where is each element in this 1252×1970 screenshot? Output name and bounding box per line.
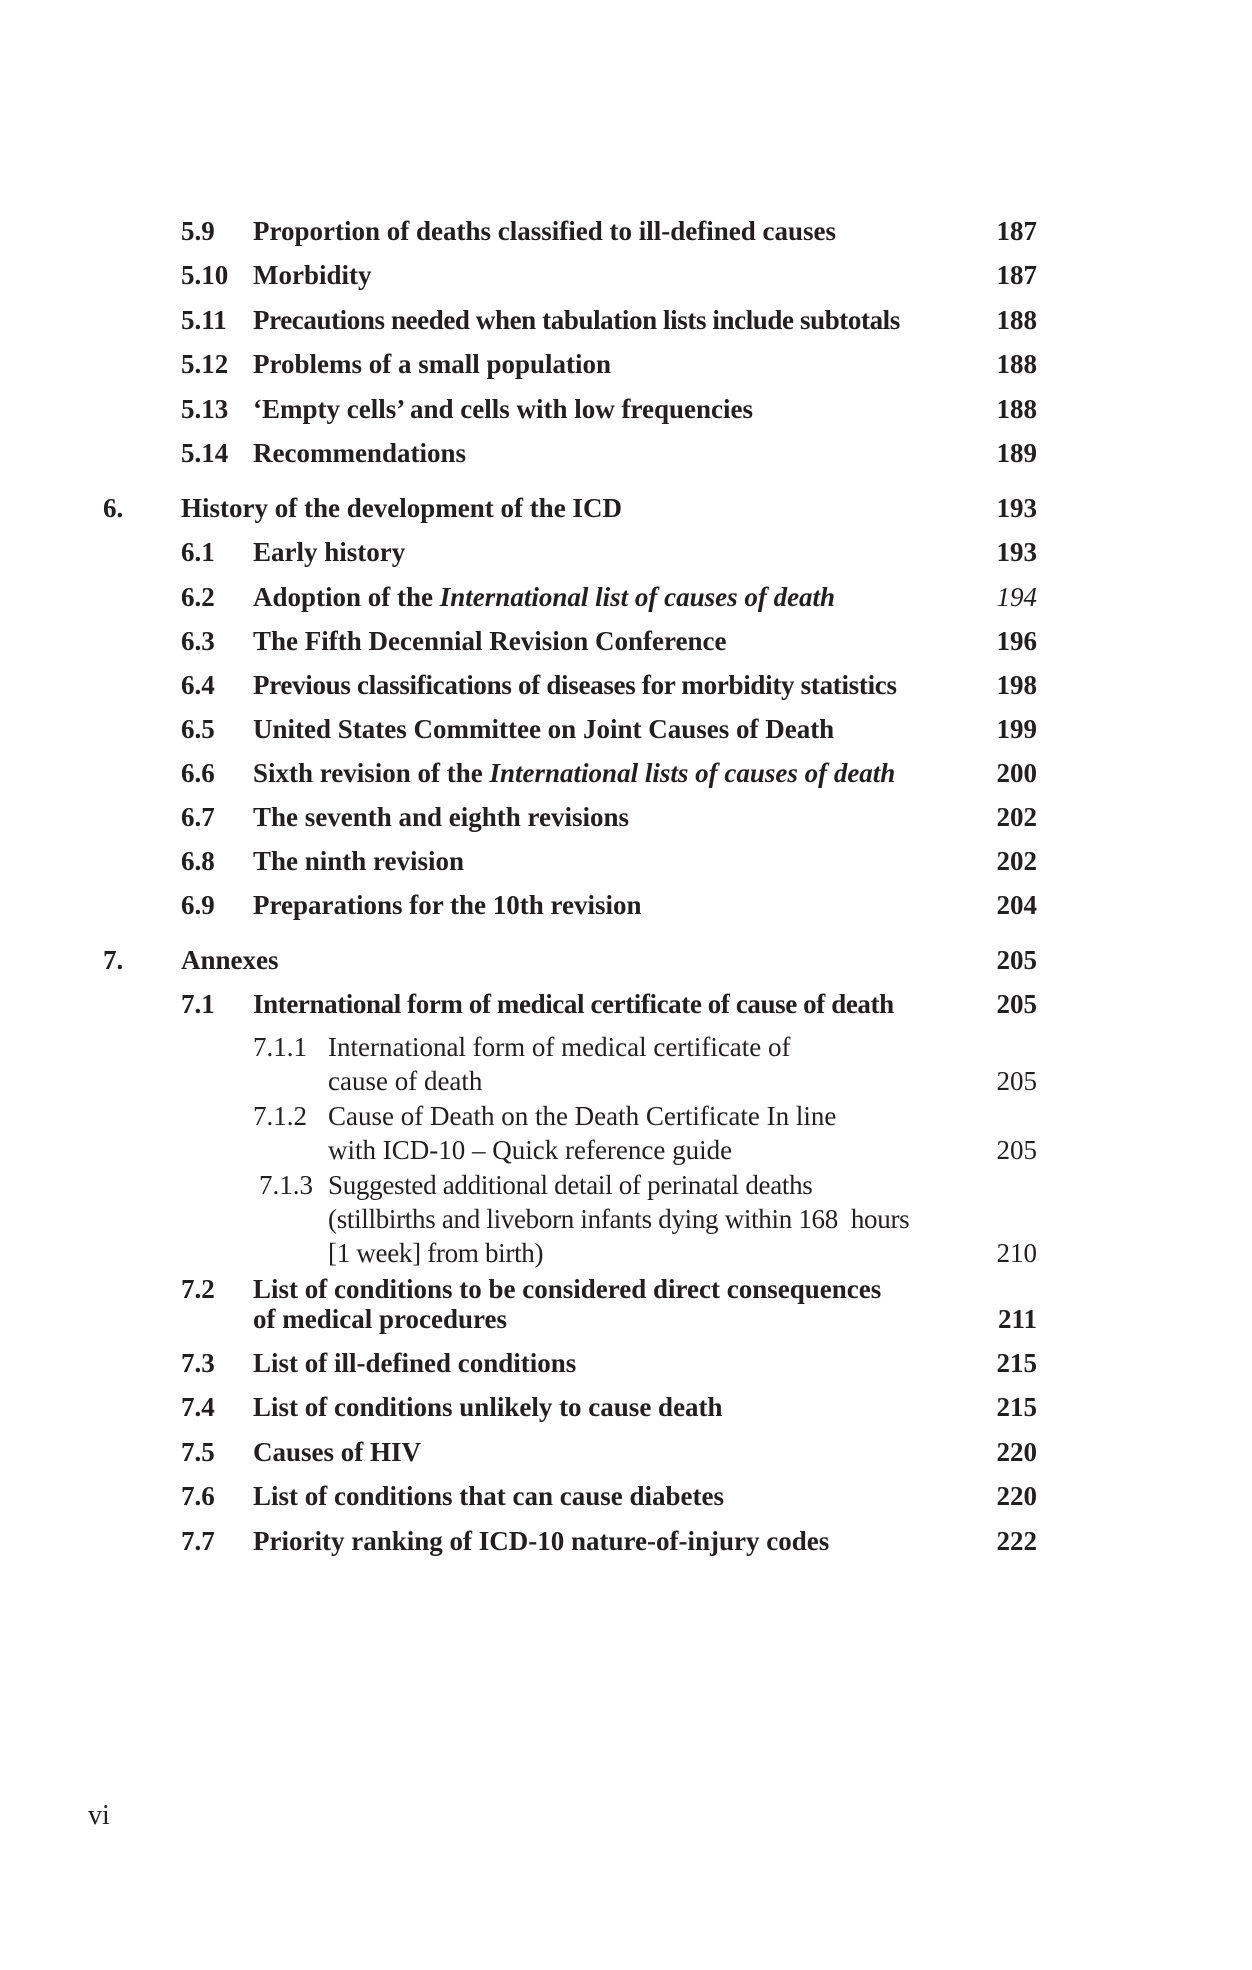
entry-page: 205	[996, 989, 1037, 1019]
chapter-title: History of the development of the ICD	[181, 493, 622, 523]
entry-page: 211	[997, 1304, 1037, 1334]
entry-page: 200	[996, 758, 1037, 788]
entry-page: 193	[996, 537, 1037, 567]
entry-title: ‘Empty cells’ and cells with low frequencies	[253, 394, 753, 424]
chapter-number: 6.	[103, 493, 124, 523]
entry-page: 187	[996, 260, 1037, 290]
entry-page: 205	[996, 1066, 1037, 1096]
entry-title	[253, 1274, 881, 1334]
entry-page: 199	[996, 714, 1037, 744]
entry-number: 5.10	[181, 260, 229, 290]
entry-title-line: of medical procedures	[253, 1304, 507, 1334]
entry-number: 6.9	[181, 890, 215, 920]
entry-number: 7.5	[181, 1437, 215, 1467]
entry-page: 188	[996, 394, 1037, 424]
entry-number: 5.11	[181, 305, 227, 335]
subentry-title	[328, 1099, 836, 1167]
subentry-number: 7.1.3	[259, 1170, 313, 1200]
entry-page: 202	[996, 802, 1037, 832]
entry-number: 5.12	[181, 349, 229, 379]
entry-title: The seventh and eighth revisions	[253, 802, 630, 832]
entry-title: Recommendations	[253, 438, 466, 468]
subentry-title-line: Suggested additional detail of perinatal deaths	[328, 1170, 813, 1200]
entry-title-text: Sixth revision of the	[253, 758, 490, 788]
entry-title: Precautions needed when tabulation lists include subtotals	[253, 305, 900, 335]
entry-title: Previous classifications of diseases for morbidity statistics	[253, 670, 897, 700]
chapter-number: 7.	[103, 945, 124, 975]
entry-title: Problems of a small population	[253, 349, 612, 379]
entry-number: 5.13	[181, 394, 229, 424]
chapter-title: Annexes	[181, 945, 279, 975]
entry-page: 220	[996, 1437, 1037, 1467]
entry-title: Morbidity	[253, 260, 372, 290]
entry-number: 6.1	[181, 537, 215, 567]
subentry-title-line: [1 week] from birth)	[328, 1238, 544, 1268]
entry-page: 188	[996, 305, 1037, 335]
entry-page: 194	[996, 582, 1037, 612]
entry-title-italic: International list of causes of death	[439, 582, 836, 612]
subentry-number: 7.1.1	[253, 1032, 307, 1062]
entry-page: 210	[996, 1238, 1037, 1268]
entry-title: List of conditions that can cause diabetes	[253, 1481, 725, 1511]
entry-page: 193	[996, 493, 1037, 523]
subentry-title	[328, 1168, 909, 1270]
subentry-title-line: (stillbirths and liveborn infants dying within 168 hours	[328, 1204, 910, 1234]
entry-title: Proportion of deaths classified to ill-defined causes	[253, 216, 836, 246]
entry-number: 7.1	[181, 989, 215, 1019]
entry-title: Early history	[253, 537, 406, 567]
entry-page: 215	[996, 1392, 1037, 1422]
entry-number: 6.7	[181, 802, 215, 832]
entry-page: 205	[996, 1135, 1037, 1165]
entry-number: 6.3	[181, 626, 215, 656]
entry-page: 188	[996, 349, 1037, 379]
subentry-title-line: International form of medical certificate of	[328, 1032, 791, 1062]
entry-number: 7.4	[181, 1392, 215, 1422]
subentry-number: 7.1.2	[253, 1101, 307, 1131]
entry-title: List of conditions unlikely to cause death	[253, 1392, 723, 1422]
entry-page: 204	[996, 890, 1037, 920]
subentry-title	[328, 1030, 791, 1098]
entry-title: United States Committee on Joint Causes of Death	[253, 714, 835, 744]
entry-title-text: Adoption of the	[253, 582, 440, 612]
entry-title	[253, 758, 895, 788]
subentry-title-line: with ICD-10 – Quick reference guide	[328, 1135, 733, 1165]
entry-title: List of ill-defined conditions	[253, 1348, 577, 1378]
entry-title: International form of medical certificate of cause of death	[253, 989, 894, 1019]
entry-number: 6.6	[181, 758, 215, 788]
entry-number: 6.5	[181, 714, 215, 744]
entry-number: 7.3	[181, 1348, 215, 1378]
entry-page: 215	[996, 1348, 1037, 1378]
entry-page: 222	[996, 1526, 1037, 1556]
entry-number: 6.4	[181, 670, 215, 700]
entry-page: 198	[996, 670, 1037, 700]
entry-title: Priority ranking of ICD-10 nature-of-injury codes	[253, 1526, 830, 1556]
entry-title: Preparations for the 10th revision	[253, 890, 642, 920]
entry-page: 202	[996, 846, 1037, 876]
entry-title: The Fifth Decennial Revision Conference	[253, 626, 727, 656]
entry-title-italic: International lists of causes of death	[489, 758, 896, 788]
page-number: vi	[88, 1800, 110, 1831]
subentry-title-line: cause of death	[328, 1066, 483, 1096]
entry-page: 196	[996, 626, 1037, 656]
entry-number: 6.2	[181, 582, 215, 612]
entry-page: 220	[996, 1481, 1037, 1511]
entry-number: 6.8	[181, 846, 215, 876]
entry-page: 187	[996, 216, 1037, 246]
entry-title-line: List of conditions to be considered direct consequences	[253, 1274, 882, 1304]
entry-page: 205	[996, 945, 1037, 975]
entry-page: 189	[996, 438, 1037, 468]
entry-number: 5.9	[181, 216, 215, 246]
entry-number: 7.6	[181, 1481, 215, 1511]
entry-title: The ninth revision	[253, 846, 465, 876]
entry-number: 5.14	[181, 438, 229, 468]
subentry-title-line: Cause of Death on the Death Certificate In line	[328, 1101, 837, 1131]
entry-number: 7.2	[181, 1274, 215, 1304]
entry-title: Causes of HIV	[253, 1437, 422, 1467]
entry-title	[253, 582, 835, 612]
entry-number: 7.7	[181, 1526, 215, 1556]
